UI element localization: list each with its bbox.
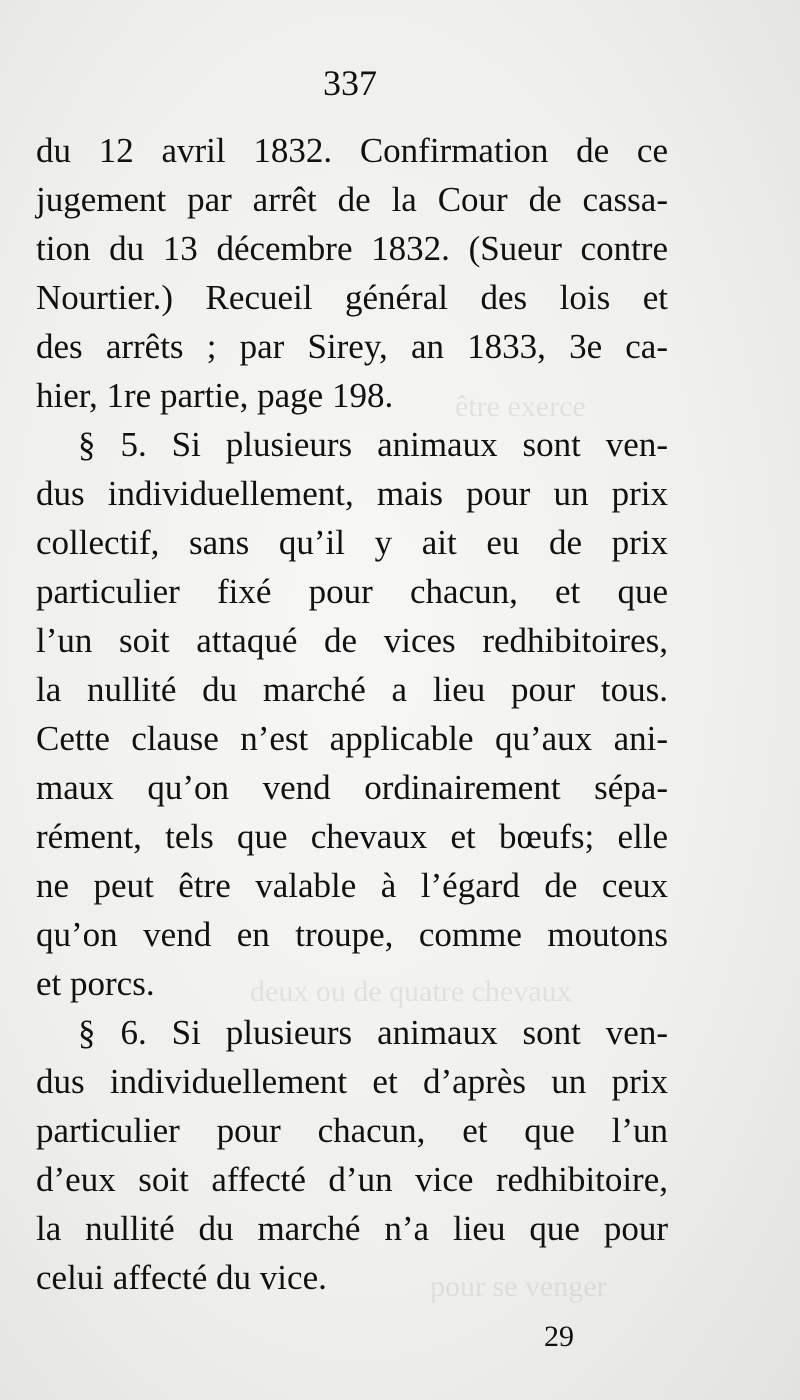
show-through: être exerce: [455, 390, 586, 423]
text-line: et porcs.: [36, 964, 155, 1003]
text-line: la nullité du marché a lieu pour tous.: [36, 670, 668, 709]
text-line: Cette clause n’est applicable qu’aux ani-: [36, 719, 668, 758]
text-line: collectif, sans qu’il y ait eu de prix: [36, 523, 668, 562]
text-line: la nullité du marché n’a lieu que pour: [36, 1209, 668, 1248]
signature-mark: 29: [544, 1320, 574, 1353]
text-line: hier, 1re partie, page 198.: [36, 376, 394, 415]
text-line: l’un soit attaqué de vices redhibitoires,: [36, 621, 668, 660]
text-line: ne peut être valable à l’égard de ceux: [36, 866, 668, 905]
paragraph-6-start: § 6. Si plusieurs animaux sont ven-: [78, 1013, 668, 1052]
text-line: celui affecté du vice.: [36, 1258, 327, 1297]
body-text: [36, 126, 668, 1302]
page-number: 337: [323, 63, 377, 103]
text-line: tion du 13 décembre 1832. (Sueur contre: [36, 229, 668, 268]
text-line: maux qu’on vend ordinairement sépa-: [36, 768, 668, 807]
text-line: particulier fixé pour chacun, et que: [36, 572, 668, 611]
show-through: pour se venger: [430, 1270, 607, 1303]
text-line: qu’on vend en troupe, comme moutons: [36, 915, 668, 954]
text-line: dus individuellement et d’après un prix: [36, 1062, 668, 1101]
show-through: deux ou de quatre chevaux: [250, 975, 572, 1008]
paragraph-5-start: § 5. Si plusieurs animaux sont ven-: [78, 425, 668, 464]
text-line: des arrêts ; par Sirey, an 1833, 3e ca-: [36, 327, 668, 366]
text-line: du 12 avril 1832. Confirmation de ce: [36, 131, 668, 170]
text-line: d’eux soit affecté d’un vice redhibitoire,: [36, 1160, 668, 1199]
text-line: particulier pour chacun, et que l’un: [36, 1111, 668, 1150]
text-line: rément, tels que chevaux et bœufs; elle: [36, 817, 668, 856]
text-line: jugement par arrêt de la Cour de cassa-: [36, 180, 668, 219]
text-line: Nourtier.) Recueil général des lois et: [36, 278, 668, 317]
text-line: dus individuellement, mais pour un prix: [36, 474, 668, 513]
